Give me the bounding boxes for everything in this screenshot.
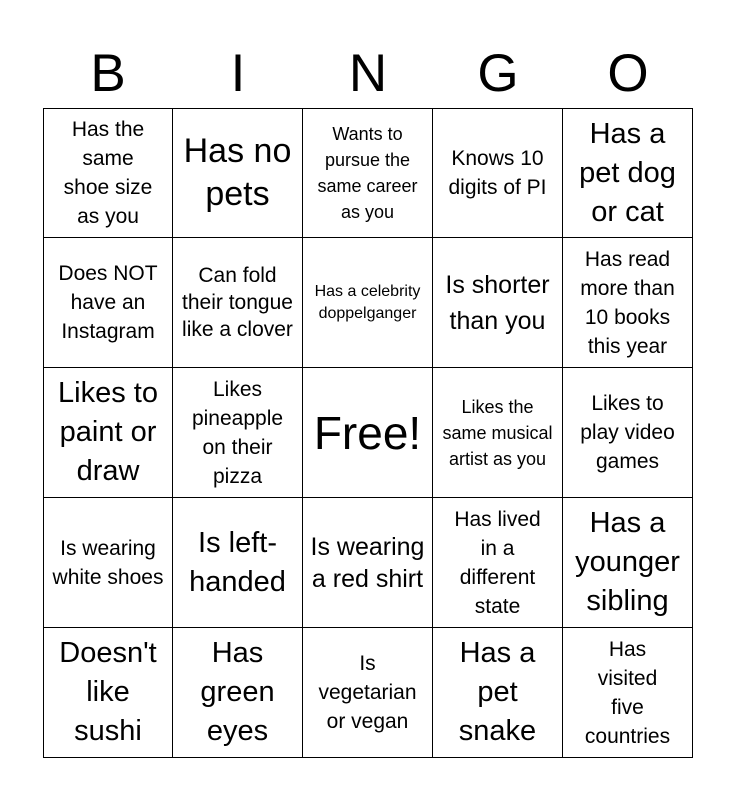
bingo-cell-text: Likes pineapple on their pizza <box>191 377 284 488</box>
bingo-cell-text: Is left-handed <box>189 526 286 598</box>
bingo-cell[interactable] <box>433 498 563 628</box>
free-space-text: Free! <box>313 406 422 459</box>
bingo-cell-text: Has no pets <box>183 132 292 213</box>
bingo-cell[interactable] <box>43 238 173 368</box>
bingo-cell[interactable] <box>563 628 693 758</box>
bingo-cell-text: Wants to pursue the same career as you <box>317 124 418 222</box>
bingo-cell[interactable] <box>433 368 563 498</box>
bingo-cell[interactable] <box>563 498 693 628</box>
bingo-cell[interactable] <box>43 498 173 628</box>
bingo-cell-text: Has a pet snake <box>458 637 537 747</box>
bingo-cell[interactable] <box>433 238 563 368</box>
bingo-cell-text: Likes to play video games <box>580 392 675 473</box>
bingo-cell[interactable] <box>43 368 173 498</box>
bingo-cell[interactable] <box>433 108 563 238</box>
bingo-cell[interactable] <box>173 368 303 498</box>
bingo-cell-text: Is wearing a red shirt <box>310 532 425 593</box>
bingo-cell-text: Is shorter than you <box>445 270 550 335</box>
bingo-grid <box>43 108 693 758</box>
free-space[interactable] <box>303 368 433 498</box>
bingo-cell-text: Can fold their tongue like a clover <box>182 264 293 341</box>
bingo-cell-text: Has lived in a different state <box>454 507 541 618</box>
bingo-cell-text: Has green eyes <box>200 637 275 747</box>
bingo-cell[interactable] <box>563 368 693 498</box>
bingo-cell[interactable] <box>43 108 173 238</box>
bingo-cell[interactable] <box>173 108 303 238</box>
bingo-cell[interactable] <box>173 498 303 628</box>
bingo-header <box>43 44 693 104</box>
bingo-cell[interactable] <box>563 108 693 238</box>
header-letter-o: O <box>607 44 649 103</box>
bingo-cell[interactable] <box>563 238 693 368</box>
bingo-cell[interactable] <box>433 628 563 758</box>
bingo-cell[interactable] <box>303 238 433 368</box>
bingo-cell[interactable] <box>173 238 303 368</box>
bingo-cell[interactable] <box>303 498 433 628</box>
bingo-cell-text: Is vegetarian or vegan <box>318 652 417 733</box>
bingo-cell-text: Has visited five countries <box>584 637 671 748</box>
bingo-cell-text: Has a celebrity doppelganger <box>314 282 421 322</box>
bingo-cell[interactable] <box>173 628 303 758</box>
bingo-cell-text: Has the same shoe size as you <box>63 118 153 228</box>
bingo-cell[interactable] <box>303 628 433 758</box>
bingo-cell-text: Likes the same musical artist as you <box>442 396 553 469</box>
bingo-cell-text: Likes to paint or draw <box>58 377 158 487</box>
bingo-cell-text: Has a younger sibling <box>575 507 680 617</box>
bingo-cell-text: Does NOT have an Instagram <box>58 262 158 343</box>
bingo-cell-text: Has read more than 10 books this year <box>580 247 675 358</box>
header-letter-g: G <box>477 44 519 103</box>
bingo-cell-text: Knows 10 digits of PI <box>448 147 547 199</box>
header-letter-n: N <box>348 44 388 103</box>
header-letter-i: I <box>230 44 246 103</box>
bingo-cell[interactable] <box>303 108 433 238</box>
bingo-cell-text: Doesn't like sushi <box>59 637 157 747</box>
bingo-cell-text: Has a pet dog or cat <box>579 117 676 228</box>
bingo-cell-text: Is wearing white shoes <box>52 536 164 589</box>
header-letter-b: B <box>90 44 126 103</box>
bingo-cell[interactable] <box>43 628 173 758</box>
